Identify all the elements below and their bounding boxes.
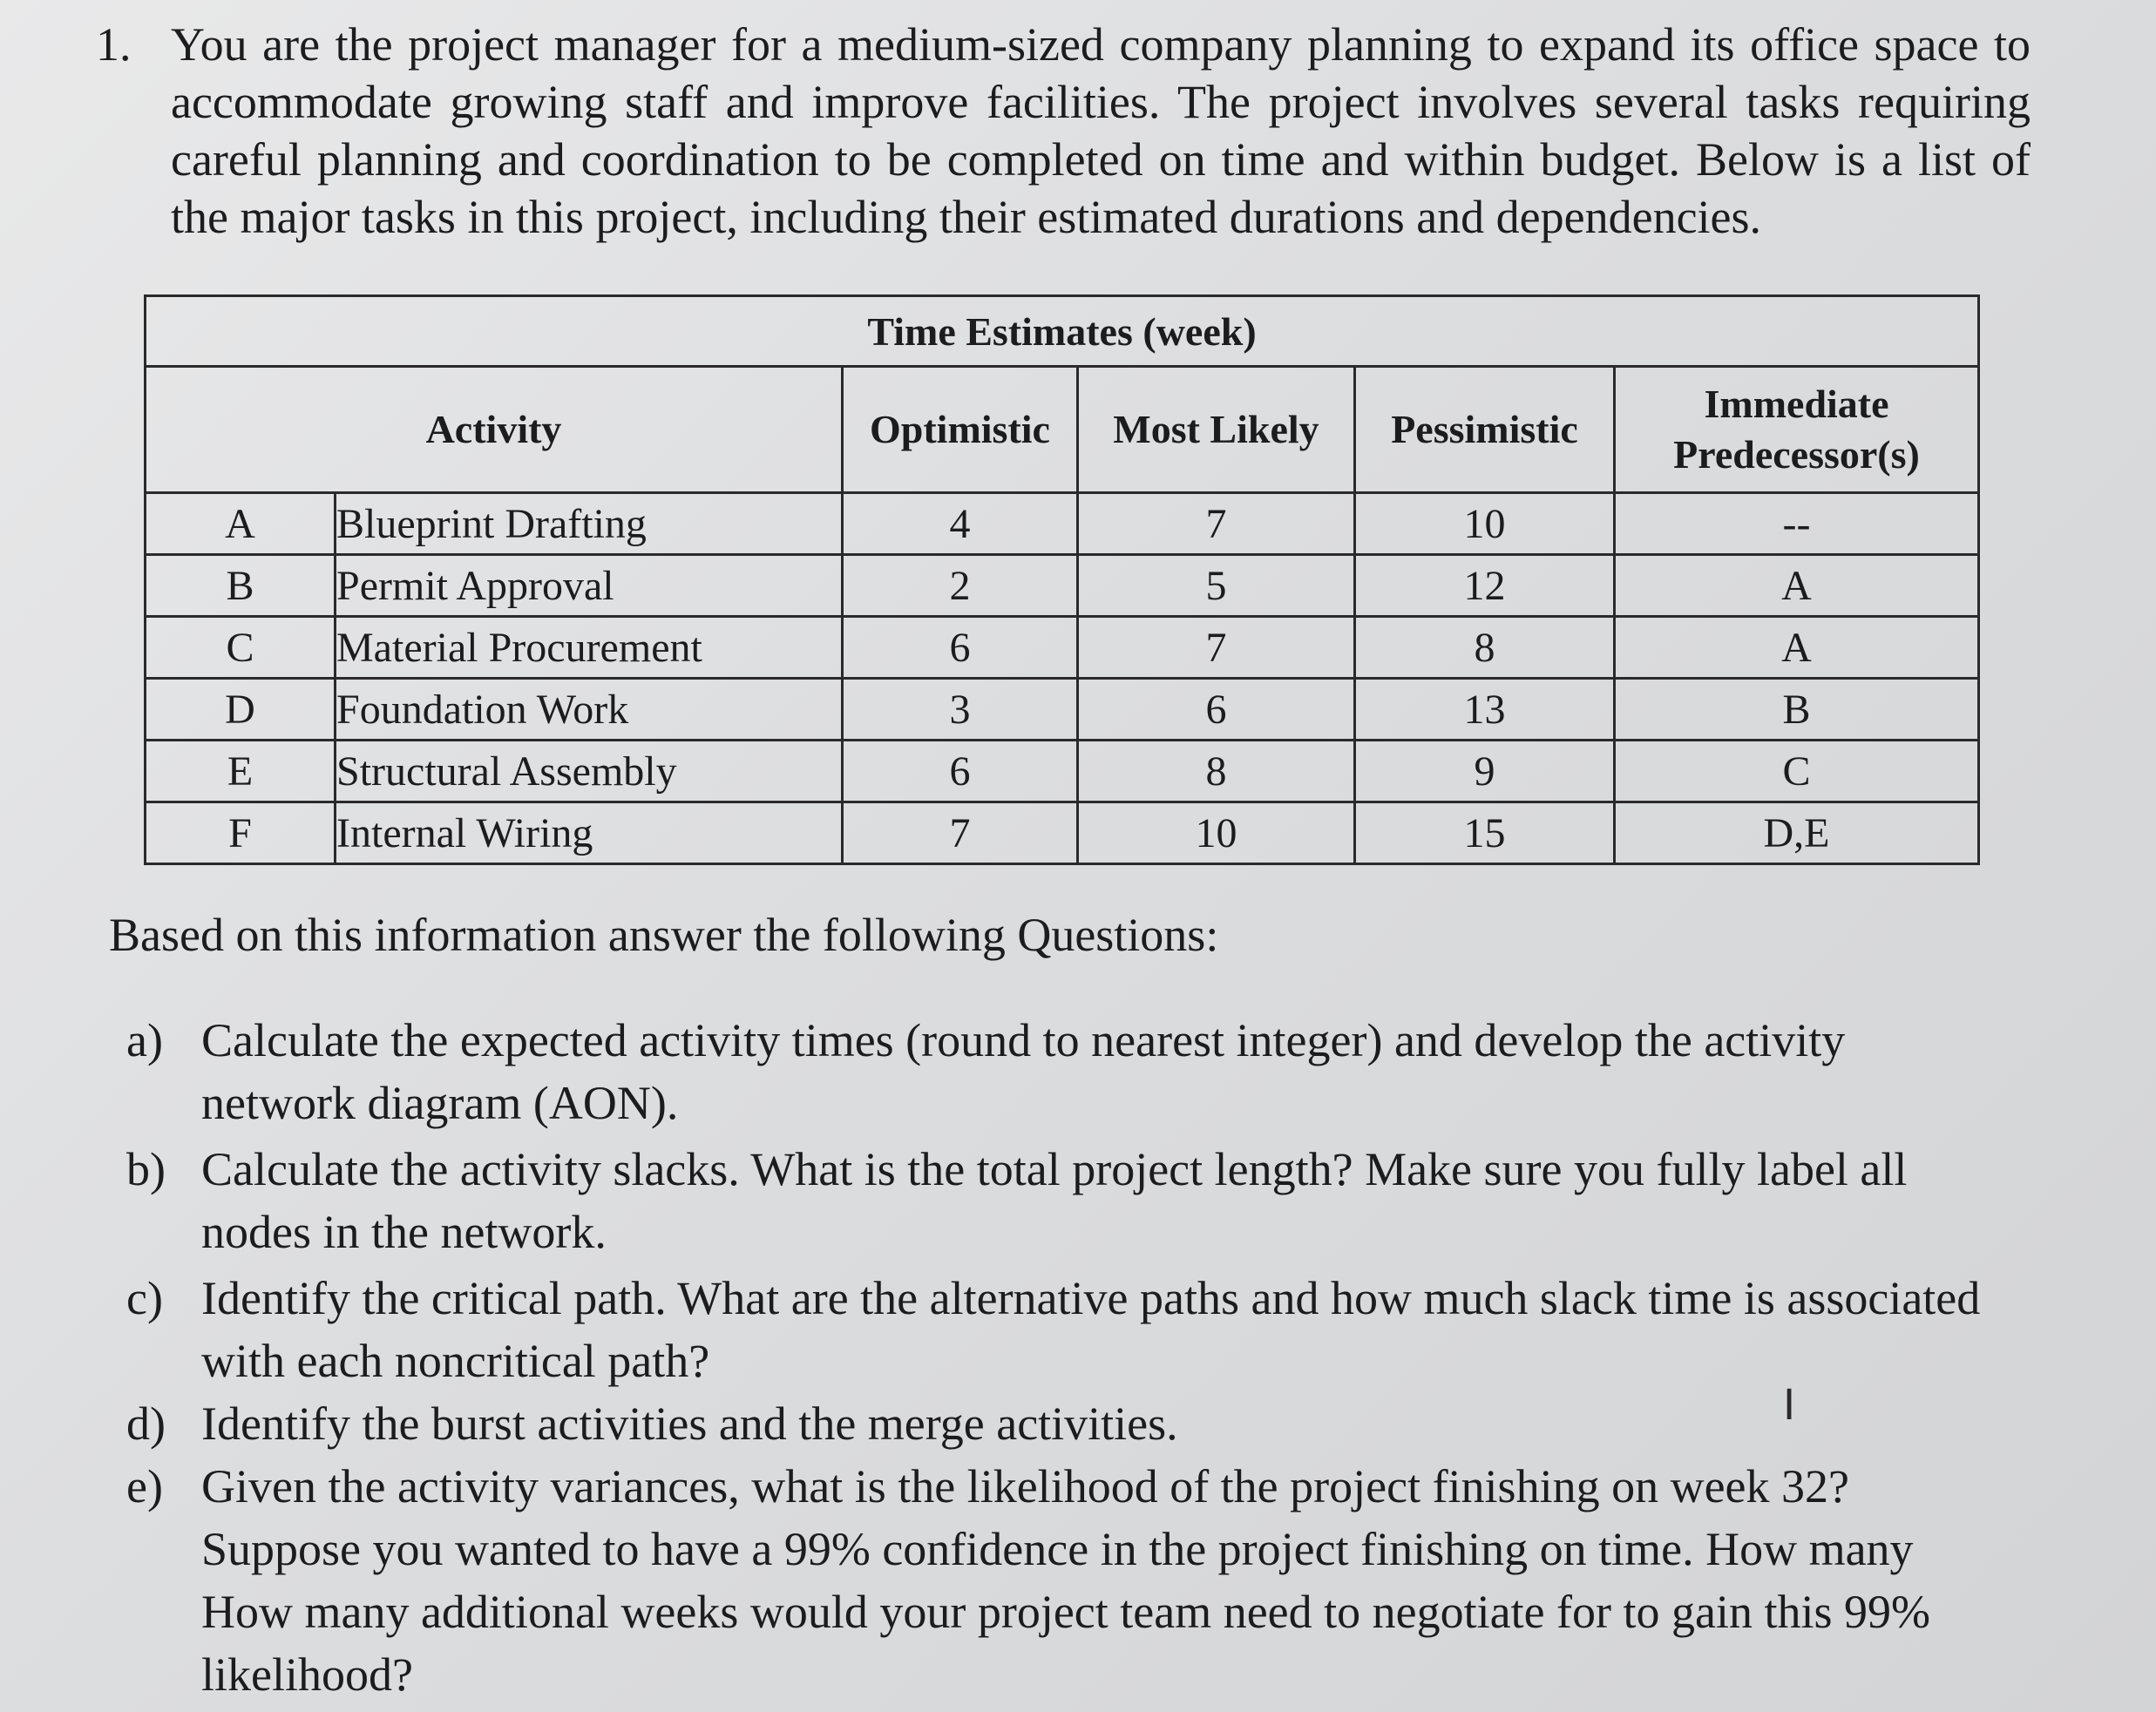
- pessimistic-value: 10: [1355, 493, 1615, 555]
- question-item: [126, 1009, 2000, 1134]
- optimistic-value: 4: [843, 493, 1078, 555]
- question-item: [126, 1267, 2000, 1392]
- question-label: e): [126, 1460, 163, 1512]
- most-likely-value: 5: [1078, 555, 1355, 617]
- predecessors-value: --: [1615, 493, 1979, 555]
- question-text: Identify the critical path. What are the alternative paths and how much slack time is associated with each noncritical path?: [201, 1272, 1981, 1387]
- table-row: [146, 679, 1979, 741]
- questions-prompt: Based on this information answer the following Questions:: [109, 909, 1219, 961]
- table-row: [146, 617, 1979, 679]
- most-likely-value: 7: [1078, 493, 1355, 555]
- table-row: [146, 802, 1979, 864]
- question-item: [126, 1138, 2000, 1263]
- question-text: Identify the burst activities and the merge activities.: [201, 1397, 1178, 1450]
- optimistic-value: 2: [843, 555, 1078, 617]
- optimistic-value: 7: [843, 802, 1078, 864]
- question-label: c): [126, 1272, 163, 1324]
- question-item: [126, 1392, 2000, 1455]
- most-likely-value: 7: [1078, 617, 1355, 679]
- activity-name: Permit Approval: [336, 555, 843, 617]
- header-predecessors-line1: Immediate: [1704, 382, 1889, 426]
- header-optimistic: Optimistic: [843, 367, 1078, 493]
- pessimistic-value: 15: [1355, 802, 1615, 864]
- predecessors-value: D,E: [1615, 802, 1979, 864]
- pessimistic-value: 9: [1355, 741, 1615, 802]
- activity-name: Foundation Work: [336, 679, 843, 741]
- header-pessimistic: Pessimistic: [1355, 367, 1615, 493]
- activity-name: Structural Assembly: [336, 741, 843, 802]
- predecessors-value: A: [1615, 555, 1979, 617]
- most-likely-value: 8: [1078, 741, 1355, 802]
- pessimistic-value: 8: [1355, 617, 1615, 679]
- predecessors-value: A: [1615, 617, 1979, 679]
- most-likely-value: 6: [1078, 679, 1355, 741]
- question-list: [126, 1009, 2000, 1706]
- question-text: Calculate the expected activity times (round to nearest integer) and develop the activity network diagram (AON).: [201, 1014, 1846, 1129]
- predecessors-value: C: [1615, 741, 1979, 802]
- problem-text: You are the project manager for a medium-sized company planning to expand its office space to accommodate growing staff and improve facilities. The project involves several tasks requiring careful planning and coordination to be completed on time and within budget. Below is a list of the major tasks in this project, including their estimated durations and dependencies.: [171, 18, 2031, 243]
- pessimistic-value: 12: [1355, 555, 1615, 617]
- question-label: d): [126, 1397, 166, 1450]
- problem-statement: [96, 16, 2031, 246]
- header-activity: Activity: [146, 367, 843, 493]
- most-likely-value: 10: [1078, 802, 1355, 864]
- question-item: [126, 1455, 2000, 1706]
- pessimistic-value: 13: [1355, 679, 1615, 741]
- predecessors-value: B: [1615, 679, 1979, 741]
- question-text: Calculate the activity slacks. What is the total project length? Make sure you fully label all nodes in the network.: [201, 1143, 1908, 1258]
- time-estimates-table: [144, 294, 1977, 865]
- header-most-likely: Most Likely: [1078, 367, 1355, 493]
- activity-id: A: [146, 493, 336, 555]
- table-row: [146, 555, 1979, 617]
- header-predecessors-line2: Predecessor(s): [1673, 432, 1920, 477]
- optimistic-value: 6: [843, 617, 1078, 679]
- optimistic-value: 3: [843, 679, 1078, 741]
- activity-id: E: [146, 741, 336, 802]
- text-cursor-icon: I: [1783, 1381, 1796, 1430]
- question-text: Given the activity variances, what is the likelihood of the project finishing on week 32? Suppose you wanted to have a 99% confidence in the project finishing on time. How many How many additional weeks would your project team need to negotiate for to gain this 99% likelihood?: [201, 1460, 1930, 1701]
- activity-name: Internal Wiring: [336, 802, 843, 864]
- table-title: Time Estimates (week): [146, 296, 1979, 367]
- activity-name: Material Procurement: [336, 617, 843, 679]
- header-predecessors: [1615, 367, 1979, 493]
- activity-name: Blueprint Drafting: [336, 493, 843, 555]
- activity-id: F: [146, 802, 336, 864]
- problem-number: 1.: [96, 18, 132, 71]
- table-row: [146, 493, 1979, 555]
- activity-id: B: [146, 555, 336, 617]
- table-row: [146, 741, 1979, 802]
- optimistic-value: 6: [843, 741, 1078, 802]
- activity-id: D: [146, 679, 336, 741]
- activity-id: C: [146, 617, 336, 679]
- question-label: b): [126, 1143, 166, 1195]
- question-label: a): [126, 1014, 163, 1066]
